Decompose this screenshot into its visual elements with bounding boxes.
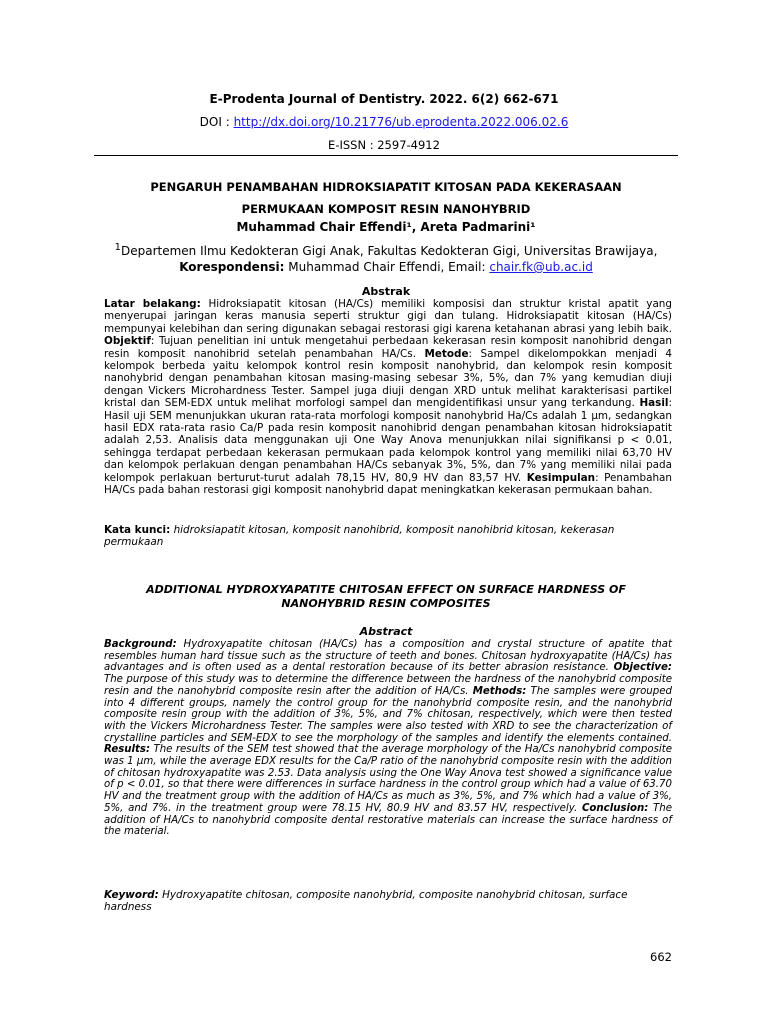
abstrak-text-kesimpulan: : Penambahan HA/Cs pada bahan restorasi gigi komposit nanohybrid dapat meningkatkan kekerasan permukaan bahan. bbox=[104, 471, 672, 497]
title-line-1: PENGARUH PENAMBAHAN HIDROKSIAPATIT KITOSAN PADA KEKERASAAN bbox=[150, 180, 622, 194]
doi-link[interactable]: http://dx.doi.org/10.21776/ub.eprodenta.2022.006.02.6 bbox=[233, 115, 569, 129]
email-link[interactable]: chair.fk@ub.ac.id bbox=[489, 260, 593, 274]
keyword-label: Keyword: bbox=[104, 889, 159, 901]
english-title-line-2: NANOHYBRID RESIN COMPOSITES bbox=[281, 597, 491, 610]
abstract-text-conclusion: The addition of HA/Cs to nanohybrid composite dental restorative materials can increase the surface hardness of the material. bbox=[104, 802, 672, 838]
authors: Muhammad Chair Effendi¹, Areta Padmarini¹ bbox=[236, 220, 536, 234]
abstrak-text-hasil: : Hasil uji SEM menunjukkan ukuran rata-rata morfologi komposit nanohybrid Ha/Cs adalah 1 μm, sedangkan hasil EDX rata-rata rasio Ca/P pada resin komposit nanohibrid dengan penambahan kitosan hidroksiapatit adalah 2,53. Analisis data menggunakan uji One Way Anova menunjukkan nilai signifikansi p < 0.01, sehingga terdapat perbedaan kekerasan permukaan pada kelompok kontrol yang memiliki nilai 63,70 HV dan kelompok perlakuan dengan penambahan HA/Cs sebanyak 3%, 5%, dan 7% yang memiliki nilai pada kelompok perlakuan berturut-turut adalah 78,15 HV, 80,9 HV dan 83,57 HV. bbox=[104, 397, 672, 484]
abstrak-heading: Abstrak bbox=[361, 285, 411, 298]
article-title bbox=[94, 176, 678, 220]
keyword bbox=[104, 889, 672, 913]
abstract-label-background: Background: bbox=[104, 639, 177, 650]
affiliation-sup: 1 bbox=[114, 242, 121, 253]
abstract-label-methods: Methods: bbox=[472, 685, 527, 697]
abstract-label-conclusion: Conclusion: bbox=[581, 802, 649, 814]
kata-kunci-label: Kata kunci: bbox=[104, 524, 171, 536]
english-title-line-1: ADDITIONAL HYDROXYAPATITE CHITOSAN EFFECT ON SURFACE HARDNESS OF bbox=[146, 583, 626, 596]
doi-label: DOI : bbox=[199, 115, 230, 129]
keyword-text: Hydroxyapatite chitosan, composite nanohybrid, composite nanohybrid chitosan, surface hardness bbox=[104, 889, 628, 913]
abstrak-label-objektif: Objektif bbox=[104, 335, 151, 348]
abstract-text-methods: The samples were grouped into 4 different groups, namely the control group for the nanohybrid composite resin, and the nanohybrid composite resin group with the addition of 3%, 5%, and 7% chitosan, respectively, which were then tested with the Vickers Microhardness Tester. The samples were also tested with XRD to see the characterization of crystalline particles and SEM-EDX to see the morphology of the samples and identify the elements contained. bbox=[104, 685, 672, 744]
abstract-text-objective: The purpose of this study was to determine the difference between the hardness of the nanohybrid composite resin and the nanohybrid composite resin after the addition of HA/Cs. bbox=[104, 674, 672, 697]
abstrak-text-latar: Hidroksiapatit kitosan (HA/Cs) memiliki komposisi dan struktur kristal apatit yang menyerupai jaringan keras manusia seperti struktur gigi dan tulang. Hidroksiapatit kitosan (HA/Cs) mempunyai kelebihan dan sering digunakan sebagai restorasi gigi karena ketahanan abrasi yang lebih baik. bbox=[104, 298, 672, 335]
abstrak-label-hasil: Hasil bbox=[639, 397, 669, 410]
page-number: 662 bbox=[650, 950, 672, 964]
affiliation-text: Departemen Ilmu Kedokteran Gigi Anak, Fakultas Kedokteran Gigi, Universitas Brawijaya, bbox=[120, 244, 658, 258]
correspondence-text: Muhammad Chair Effendi, Email: bbox=[288, 260, 486, 274]
abstrak-label-metode: Metode bbox=[424, 347, 469, 360]
journal-citation: E-Prodenta Journal of Dentistry. 2022. 6(2) 662-671 bbox=[209, 92, 559, 106]
abstract-text-results: The results of the SEM test showed that the average morphology of the Ha/Cs nanohybrid composite was 1 μm, while the average EDX results for the Ca/P ratio of the nanohybrid composite resin with the addition of chitosan hydroxyapatite was 2.53. Data analysis using the One Way Anova test showed a significance value of p < 0.01, so that there were differences in surface hardness in the control group which had a value of 63.70 HV and the treatment group with the addition of HA/Cs as much as 3%, 5%, and 7% which had a value of 3%, 5%, and 7%. in the treatment group were 78.15 HV, 80.9 HV and 83.57 HV, respectively. bbox=[104, 744, 672, 814]
abstract-label-objective: Objective: bbox=[613, 662, 672, 674]
abstrak-label-kesimpulan: Kesimpulan bbox=[526, 471, 596, 484]
doi-line bbox=[0, 115, 768, 129]
abstract-text-background: Hydroxyapatite chitosan (HA/Cs) has a composition and crystal structure of apatite that resembles human hard tissue such as the structure of teeth and bones. Chitosan hydroxyapatite (HA/Cs) has advantages and is often used as a dental restoration because of its better abrasion resistance. bbox=[104, 639, 672, 674]
issn: E-ISSN : 2597-4912 bbox=[328, 138, 440, 152]
abstrak-label-latar: Latar belakang: bbox=[104, 298, 201, 310]
abstrak-text-objektif: : Tujuan penelitian ini untuk mengetahui perbedaan kekerasan resin komposit nanohibrid dengan resin komposit nanohibrid setelah penambahan HA/Cs. bbox=[104, 335, 672, 360]
header-divider bbox=[94, 155, 678, 156]
kata-kunci-text: hidroksiapatit kitosan, komposit nanohibrid, komposit nanohibrid kitosan, kekerasan permukaan bbox=[104, 524, 615, 548]
correspondence-label: Korespondensi: bbox=[179, 260, 285, 274]
abstract-heading: Abstract bbox=[359, 625, 413, 638]
english-title bbox=[94, 583, 678, 611]
title-line-2: PERMUKAAN KOMPOSIT RESIN NANOHYBRID bbox=[241, 202, 531, 216]
abstract-body bbox=[104, 639, 672, 838]
kata-kunci bbox=[104, 524, 672, 548]
abstract-label-results: Results: bbox=[104, 744, 151, 756]
affiliation bbox=[94, 240, 678, 275]
abstrak-body bbox=[104, 298, 672, 497]
abstrak-text-metode: : Sampel dikelompokkan menjadi 4 kelompok berbeda yaitu kelompok kontrol resin komposit nanohybrid, dan kelompok resin komposit nanohybrid dengan penambahan kitosan masing-masing sebesar 3%, 5%, dan 7% yang kemudian diuji dengan Vickers Microhardness Tester. Sampel juga diuji dengan XRD untuk melihat karakterisasi partikel kristal dan SEM-EDX untuk melihat morfologi sampel dan mengidentifikasi unsur yang terkandung. bbox=[104, 347, 673, 410]
